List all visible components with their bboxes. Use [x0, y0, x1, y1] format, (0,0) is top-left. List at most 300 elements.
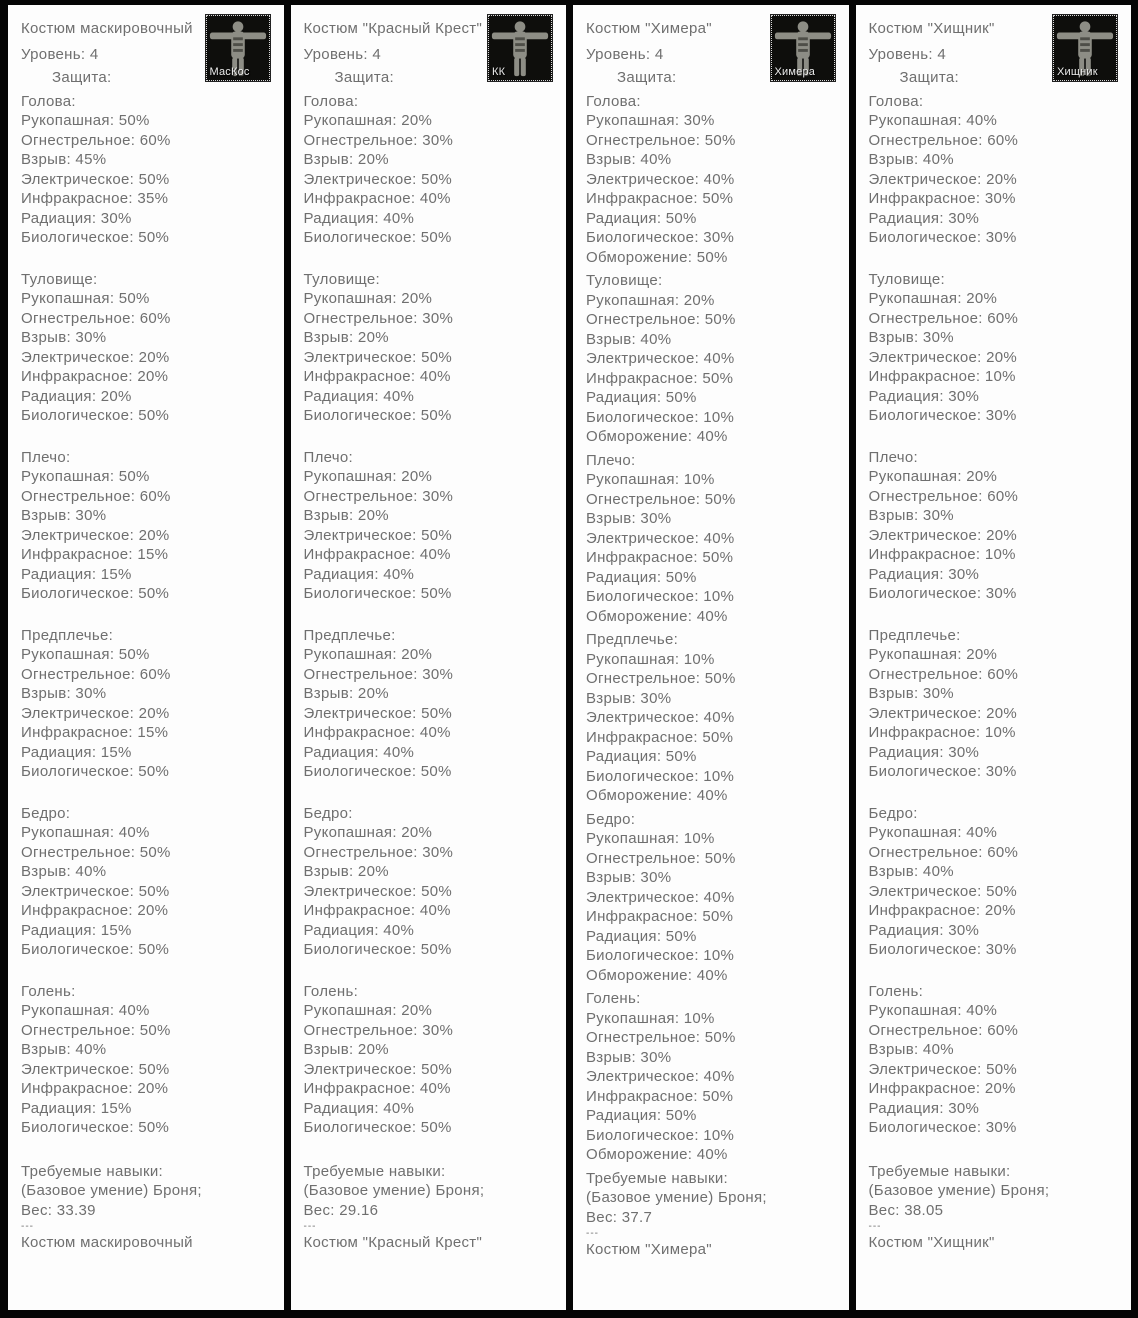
stat-line — [586, 868, 845, 888]
stat-value: 50% — [665, 927, 697, 945]
stat-label: Рукопашная: — [586, 471, 680, 488]
suit-title: Костюм маскировочный — [21, 20, 193, 37]
stat-label: Радиация: — [21, 209, 97, 227]
stat-label: Огнестрельное: — [21, 665, 136, 683]
stat-value: 10% — [984, 724, 1016, 741]
stat-value: 40% — [696, 787, 728, 804]
stat-value: 20% — [966, 646, 998, 663]
required-skills-heading: Требуемые навыки: — [21, 1162, 163, 1180]
stat-label: Взрыв: — [303, 685, 354, 702]
stat-label: Электрическое: — [21, 1060, 135, 1078]
stat-value: 60% — [987, 309, 1019, 327]
stat-line — [304, 150, 563, 170]
bodypart-name: Голова: — [303, 92, 359, 110]
stat-value: 10% — [683, 650, 715, 668]
stat-line — [586, 470, 845, 490]
stat-line — [21, 170, 280, 190]
stat-line — [304, 921, 563, 941]
stat-value: 20% — [401, 646, 433, 663]
stat-value: 30% — [985, 229, 1017, 246]
suit-footer — [304, 1162, 563, 1253]
stat-value: 30% — [985, 1119, 1017, 1136]
stat-value: 15% — [100, 1099, 132, 1117]
stat-label: Инфракрасное: — [868, 190, 981, 207]
stat-value: 20% — [138, 348, 170, 366]
bodypart-section — [21, 448, 280, 604]
stat-value: 50% — [986, 1060, 1018, 1078]
stat-line — [586, 587, 845, 607]
bodypart-stats — [869, 289, 1128, 426]
stat-value: 50% — [420, 585, 452, 602]
stat-line — [304, 367, 563, 387]
stat-value: 40% — [419, 1080, 451, 1097]
separator-dashes: --- — [868, 1221, 882, 1232]
stat-line — [586, 209, 845, 229]
stat-value: 50% — [702, 728, 734, 746]
stat-line — [21, 1021, 280, 1041]
stat-label: Электрическое: — [868, 704, 982, 722]
stat-line — [869, 565, 1128, 585]
bodypart-section — [304, 626, 563, 782]
stat-value: 30% — [422, 1021, 454, 1039]
stat-value: 20% — [357, 507, 389, 524]
bodypart-section — [304, 982, 563, 1138]
stat-label: Радиация: — [303, 921, 379, 939]
bodypart-stats — [21, 1001, 280, 1138]
stat-label: Взрыв: — [868, 1041, 919, 1058]
stat-label: Огнестрельное: — [21, 131, 136, 149]
stat-value: 10% — [683, 1009, 715, 1027]
stat-value: 15% — [100, 743, 132, 761]
stat-line — [869, 150, 1128, 170]
suit-item-icon[interactable] — [488, 15, 552, 81]
bodypart-stats — [586, 470, 845, 626]
bodypart-name: Бедро: — [868, 804, 918, 822]
stat-value: 10% — [703, 1126, 735, 1144]
suit-item-icon[interactable] — [771, 15, 835, 81]
stat-line — [586, 927, 845, 947]
stat-line — [21, 1060, 280, 1080]
stat-line — [21, 940, 280, 960]
stat-value: 50% — [665, 568, 697, 586]
stat-label: Электрическое: — [303, 348, 417, 366]
stat-value: 40% — [419, 902, 451, 919]
stat-line — [586, 131, 845, 151]
stat-line — [21, 584, 280, 604]
stat-label: Биологическое: — [21, 229, 134, 246]
stat-label: Радиация: — [868, 209, 944, 227]
suit-level: Уровень: 4 — [586, 45, 664, 63]
stat-label: Инфракрасное: — [303, 1080, 416, 1097]
stat-line — [21, 862, 280, 882]
stat-value: 40% — [383, 921, 415, 939]
stat-value: 10% — [703, 947, 735, 964]
stat-line — [21, 309, 280, 329]
stat-label: Обморожение: — [586, 428, 693, 445]
stat-line — [304, 1060, 563, 1080]
stat-value: 60% — [987, 843, 1019, 861]
stat-line — [869, 704, 1128, 724]
stat-line — [586, 946, 845, 966]
stat-label: Взрыв: — [586, 1048, 636, 1066]
stat-value: 50% — [704, 131, 736, 149]
stat-line — [869, 1099, 1128, 1119]
stat-label: Инфракрасное: — [586, 908, 698, 925]
bodypart-section — [869, 448, 1128, 604]
weight-label: Вес: — [21, 1201, 53, 1219]
stat-value: 30% — [640, 689, 672, 707]
stat-label: Взрыв: — [303, 1041, 354, 1058]
stat-line — [304, 862, 563, 882]
stat-label: Огнестрельное: — [21, 309, 136, 327]
stat-label: Огнестрельное: — [303, 1021, 418, 1039]
stat-label: Инфракрасное: — [21, 546, 133, 563]
bodypart-section — [869, 626, 1128, 782]
stat-label: Огнестрельное: — [21, 1021, 136, 1039]
stat-value: 30% — [948, 209, 980, 227]
suit-footer — [586, 1169, 845, 1260]
stat-line — [304, 1001, 563, 1021]
stat-label: Электрическое: — [868, 348, 982, 366]
stat-value: 40% — [703, 529, 735, 547]
suit-footer-title: Костюм "Химера" — [586, 1241, 712, 1258]
stat-line — [304, 1021, 563, 1041]
stat-label: Огнестрельное: — [303, 131, 418, 149]
stat-line — [304, 387, 563, 407]
stat-label: Биологическое: — [21, 585, 134, 602]
stat-line — [869, 526, 1128, 546]
weight-line — [586, 1208, 845, 1228]
stat-value: 10% — [683, 830, 715, 847]
stat-line — [304, 545, 563, 565]
stat-label: Электрическое: — [303, 704, 417, 722]
stat-label: Биологическое: — [868, 941, 982, 958]
bodypart-name: Голень: — [303, 982, 359, 1000]
suit-footer-title: Костюм "Хищник" — [868, 1234, 995, 1251]
stat-label: Взрыв: — [868, 151, 919, 168]
stat-value: 30% — [922, 507, 954, 524]
stat-line — [586, 509, 845, 529]
separator-dashes: --- — [586, 1228, 599, 1239]
stat-line — [304, 170, 563, 190]
stat-line — [586, 1067, 845, 1087]
stat-line — [304, 328, 563, 348]
stat-value: 50% — [420, 763, 452, 780]
stat-value: 30% — [640, 869, 672, 886]
stat-label: Взрыв: — [586, 869, 636, 886]
suit-footer — [21, 1162, 280, 1253]
stat-line — [586, 388, 845, 408]
bodypart-section — [21, 804, 280, 960]
stat-value: 10% — [703, 588, 735, 605]
item-icon-caption: Хищник — [1057, 66, 1098, 78]
bodypart-section — [869, 92, 1128, 248]
stat-line — [586, 490, 845, 510]
stat-value: 40% — [419, 546, 451, 563]
stat-line — [304, 762, 563, 782]
stat-label: Взрыв: — [303, 507, 354, 524]
stat-line — [586, 1009, 845, 1029]
stat-value: 10% — [984, 368, 1016, 385]
stat-line — [586, 1048, 845, 1068]
stat-label: Биологическое: — [303, 941, 417, 958]
stat-value: 40% — [703, 350, 735, 367]
stat-line — [586, 1087, 845, 1107]
bodypart-section — [304, 448, 563, 604]
stat-label: Обморожение: — [586, 1146, 693, 1163]
stat-label: Инфракрасное: — [21, 1080, 133, 1097]
stat-value: 60% — [139, 309, 171, 327]
stat-value: 50% — [420, 941, 452, 958]
stat-value: 30% — [703, 229, 735, 246]
stat-label: Радиация: — [21, 565, 97, 583]
bodypart-stats — [21, 111, 280, 248]
stat-value: 20% — [986, 348, 1018, 366]
stat-value: 50% — [704, 849, 736, 867]
stat-label: Биологическое: — [868, 407, 982, 424]
required-skills-value: (Базовое умение) Броня; — [586, 1189, 767, 1206]
stat-label: Взрыв: — [303, 329, 354, 346]
stat-value: 50% — [702, 369, 734, 387]
stat-label: Радиация: — [586, 1107, 662, 1124]
stat-value: 30% — [422, 665, 454, 683]
stat-value: 50% — [420, 407, 452, 424]
protection-heading: Защита: — [899, 69, 959, 86]
stat-label: Огнестрельное: — [586, 849, 701, 867]
stat-line — [586, 747, 845, 767]
stat-label: Рукопашная: — [586, 1009, 680, 1027]
stat-label: Взрыв: — [868, 507, 919, 524]
item-icon-caption: Химера — [774, 66, 816, 78]
stat-value: 20% — [357, 1041, 389, 1058]
stat-label: Радиация: — [868, 921, 944, 939]
stat-value: 40% — [703, 1068, 735, 1085]
stat-line — [21, 506, 280, 526]
stat-line — [21, 1118, 280, 1138]
stat-line — [586, 548, 845, 568]
bodypart-name: Туловище: — [868, 270, 945, 288]
stat-line — [869, 189, 1128, 209]
stat-label: Электрическое: — [586, 888, 700, 906]
stat-line — [21, 289, 280, 309]
stat-line — [304, 526, 563, 546]
stat-value: 50% — [696, 248, 728, 266]
stat-value: 50% — [118, 646, 150, 663]
stat-label: Обморожение: — [586, 787, 693, 804]
stat-label: Рукопашная: — [868, 824, 962, 841]
stat-label: Электрическое: — [303, 526, 417, 544]
stat-label: Огнестрельное: — [303, 843, 418, 861]
stat-label: Биологическое: — [21, 941, 134, 958]
bodypart-section — [586, 92, 845, 268]
stat-line — [304, 743, 563, 763]
stat-value: 50% — [986, 882, 1018, 900]
stat-label: Огнестрельное: — [303, 309, 418, 327]
stat-value: 40% — [703, 709, 735, 726]
stat-line — [869, 1079, 1128, 1099]
stat-label: Рукопашная: — [868, 290, 962, 307]
stat-label: Инфракрасное: — [586, 369, 698, 387]
stat-value: 30% — [422, 487, 454, 505]
stat-value: 20% — [401, 824, 433, 841]
suit-item-icon[interactable] — [206, 15, 270, 81]
stat-label: Инфракрасное: — [303, 902, 416, 919]
stat-label: Радиация: — [586, 927, 662, 945]
stat-line — [21, 228, 280, 248]
stat-label: Рукопашная: — [21, 468, 115, 485]
stat-label: Взрыв: — [21, 507, 71, 524]
weight-line — [869, 1201, 1128, 1221]
stat-line — [304, 565, 563, 585]
stat-value: 40% — [966, 112, 998, 129]
stat-label: Биологическое: — [586, 408, 699, 426]
bodypart-section — [304, 92, 563, 248]
stat-line — [586, 888, 845, 908]
stat-line — [21, 209, 280, 229]
stat-value: 40% — [696, 966, 728, 984]
stat-label: Рукопашная: — [303, 290, 397, 307]
stat-value: 20% — [966, 290, 998, 307]
stat-value: 40% — [118, 824, 150, 841]
stat-value: 40% — [922, 151, 954, 168]
stat-value: 30% — [922, 685, 954, 702]
stat-label: Электрическое: — [868, 1060, 982, 1078]
stat-value: 40% — [640, 330, 672, 348]
bodypart-name: Туловище: — [303, 270, 380, 288]
stat-line — [304, 1040, 563, 1060]
stat-label: Инфракрасное: — [868, 902, 981, 919]
bodypart-name: Бедро: — [586, 810, 636, 828]
stat-label: Биологическое: — [586, 947, 699, 964]
stat-value: 50% — [420, 1119, 452, 1136]
weight-value: 29.16 — [339, 1201, 379, 1219]
bodypart-name: Предплечье: — [868, 626, 961, 644]
bodypart-stats — [586, 291, 845, 447]
stat-label: Огнестрельное: — [303, 487, 418, 505]
stat-value: 50% — [421, 348, 453, 366]
stat-line — [21, 565, 280, 585]
stat-value: 20% — [986, 526, 1018, 544]
stat-line — [21, 843, 280, 863]
stat-label: Взрыв: — [303, 151, 354, 168]
stat-value: 20% — [357, 863, 389, 880]
bodypart-stats — [869, 111, 1128, 248]
stat-value: 40% — [966, 1002, 998, 1019]
stat-value: 50% — [138, 941, 170, 958]
stat-value: 50% — [118, 468, 150, 485]
stat-value: 50% — [702, 549, 734, 566]
stat-line — [21, 406, 280, 426]
stat-value: 40% — [922, 1041, 954, 1058]
stat-line — [304, 843, 563, 863]
stat-line — [869, 387, 1128, 407]
stat-value: 40% — [922, 863, 954, 880]
stat-line — [869, 723, 1128, 743]
stat-value: 20% — [357, 329, 389, 346]
stat-value: 30% — [948, 565, 980, 583]
stat-line — [586, 1126, 845, 1146]
stat-value: 50% — [665, 209, 697, 227]
stat-value: 50% — [665, 748, 697, 765]
bodypart-section — [304, 270, 563, 426]
weight-value: 37.7 — [621, 1208, 653, 1226]
stat-line — [586, 111, 845, 131]
bodypart-stats — [869, 467, 1128, 604]
stat-value: 60% — [139, 487, 171, 505]
stat-line — [304, 1118, 563, 1138]
stat-line — [304, 940, 563, 960]
stat-line — [869, 762, 1128, 782]
stat-label: Радиация: — [303, 743, 379, 761]
suit-title: Костюм "Красный Крест" — [303, 20, 483, 37]
stat-line — [21, 823, 280, 843]
stat-line — [869, 743, 1128, 763]
stat-line — [304, 406, 563, 426]
stat-line — [21, 487, 280, 507]
stat-label: Инфракрасное: — [586, 1087, 698, 1105]
bodypart-stats — [21, 467, 280, 604]
stat-label: Инфракрасное: — [303, 724, 416, 741]
stat-line — [21, 189, 280, 209]
protection-sections — [869, 92, 1128, 1138]
stat-label: Электрическое: — [868, 882, 982, 900]
stat-label: Рукопашная: — [21, 1002, 115, 1019]
stat-value: 20% — [966, 468, 998, 485]
stat-label: Огнестрельное: — [868, 843, 983, 861]
stat-label: Инфракрасное: — [21, 902, 133, 919]
stat-value: 50% — [118, 112, 150, 129]
bodypart-name: Предплечье: — [303, 626, 396, 644]
stat-value: 60% — [987, 1021, 1019, 1039]
stat-line — [304, 584, 563, 604]
stat-line — [869, 862, 1128, 882]
stat-line — [869, 289, 1128, 309]
stat-label: Электрическое: — [303, 882, 417, 900]
stat-line — [304, 823, 563, 843]
required-skills-heading: Требуемые навыки: — [586, 1169, 728, 1187]
stat-line — [586, 291, 845, 311]
stat-value: 30% — [948, 1099, 980, 1117]
weight-line — [21, 1201, 280, 1221]
stat-value: 40% — [383, 387, 415, 405]
stat-label: Рукопашная: — [21, 290, 115, 307]
stat-label: Инфракрасное: — [868, 546, 981, 563]
stat-line — [586, 1106, 845, 1126]
stat-value: 20% — [683, 291, 715, 309]
suit-footer-title: Костюм маскировочный — [21, 1234, 193, 1251]
stat-label: Радиация: — [868, 387, 944, 405]
stat-value: 20% — [986, 704, 1018, 722]
bodypart-section — [21, 92, 280, 248]
bodypart-name: Плечо: — [21, 448, 71, 466]
stat-label: Рукопашная: — [303, 1002, 397, 1019]
stat-line — [304, 309, 563, 329]
weight-label: Вес: — [303, 1201, 335, 1219]
stat-value: 20% — [401, 290, 433, 307]
stat-value: 20% — [401, 468, 433, 485]
required-skills-value: (Базовое умение) Броня; — [303, 1182, 485, 1199]
stat-value: 40% — [640, 151, 672, 168]
stat-label: Радиация: — [21, 387, 97, 405]
stat-label: Рукопашная: — [868, 646, 962, 663]
stat-label: Огнестрельное: — [21, 843, 136, 861]
weight-label: Вес: — [868, 1201, 900, 1219]
suit-item-icon[interactable] — [1053, 15, 1117, 81]
stat-label: Электрическое: — [868, 526, 982, 544]
stat-value: 50% — [421, 882, 453, 900]
stat-label: Взрыв: — [21, 685, 71, 702]
stat-value: 30% — [922, 329, 954, 346]
